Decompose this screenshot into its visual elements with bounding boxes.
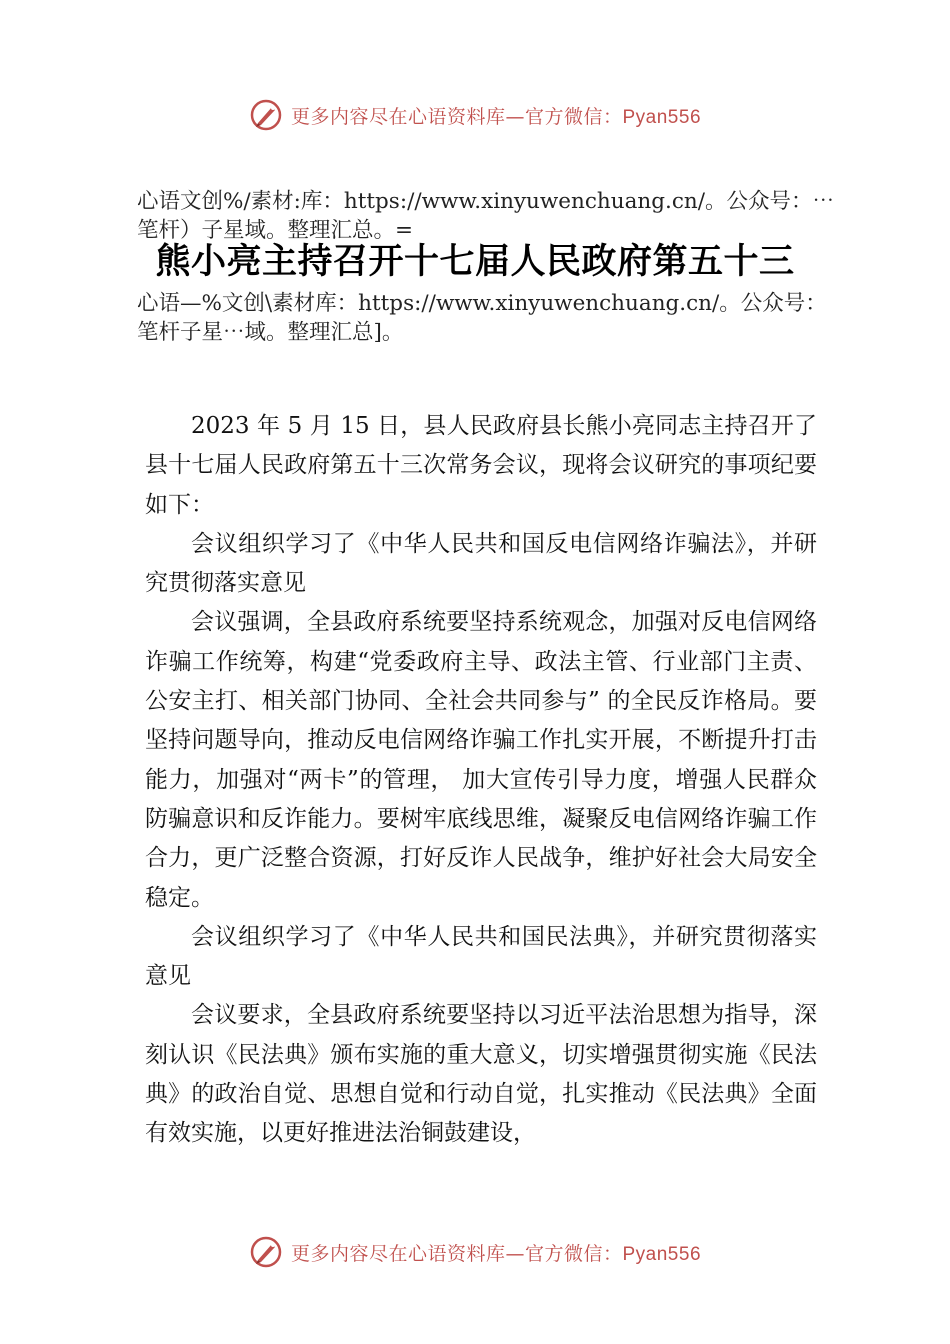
page-title: 熊小亮主持召开十七届人民政府第五十三 bbox=[155, 241, 795, 282]
paragraph: 会议强调，全县政府系统要坚持系统观念，加强对反电信网络诈骗工作统筹，构建“党委政府主导、政法主管、行业部门主责、公安主打、相关部门协同、全社会共同参与” 的全民反诈格局。要坚持问题导向，推动反电信网络诈骗工作扎实开展，不断提升打击能力，加强对“两卡”的管理， 加大宣传引导力度，增强人民群众防骗意识和反诈能力。要树牢底线思维，凝聚反电信网络诈骗工作合力，更广泛整合资源，打好反诈人民战争，维护好社会大局安全稳定。 bbox=[145, 609, 817, 911]
banner-text: 更多内容尽在心语资料库—官方微信：Pyan556 bbox=[290, 1242, 702, 1265]
wechat-id: Pyan556 bbox=[622, 1243, 702, 1265]
watermark-text: 心语—%文创\素材库：https://www.xinyuwenchuang.cn/。公众号：笔杆子星⋯域。整理汇总]。 bbox=[137, 291, 827, 345]
paragraph: 2023 年 5 月 15 日，县人民政府县长熊小亮同志主持召开了县十七届人民政府第五十三次常务会议，现将会议研究的事项纪要如下： bbox=[145, 413, 817, 518]
footer-banner bbox=[0, 1232, 950, 1272]
banner-text: 更多内容尽在心语资料库—官方微信：Pyan556 bbox=[290, 105, 702, 128]
paragraph: 会议组织学习了《中华人民共和国反电信网络诈骗法》，并研究贯彻落实意见 bbox=[145, 530, 817, 597]
wechat-id: Pyan556 bbox=[622, 106, 702, 128]
watermark-text: 心语文创%/素材:库：https://www.xinyuwenchuang.cn/。公众号：⋯笔杆）子星域。整理汇总。= bbox=[137, 189, 835, 243]
paragraph: 会议要求，全县政府系统要坚持以习近平法治思想为指导，深刻认识《民法典》颁布实施的重大意义，切实增强贯彻实施《民法典》的政治自觉、思想自觉和行动自觉，扎实推动《民法典》全面有效实施，以更好推进法治铜鼓建设， bbox=[145, 1002, 817, 1147]
pen-logo-icon bbox=[249, 98, 283, 132]
paragraph: 会议组织学习了《中华人民共和国民法典》，并研究贯彻落实意见 bbox=[145, 923, 817, 990]
document-body bbox=[145, 407, 817, 1154]
header-banner bbox=[0, 95, 950, 135]
pen-logo-icon bbox=[249, 1235, 283, 1269]
